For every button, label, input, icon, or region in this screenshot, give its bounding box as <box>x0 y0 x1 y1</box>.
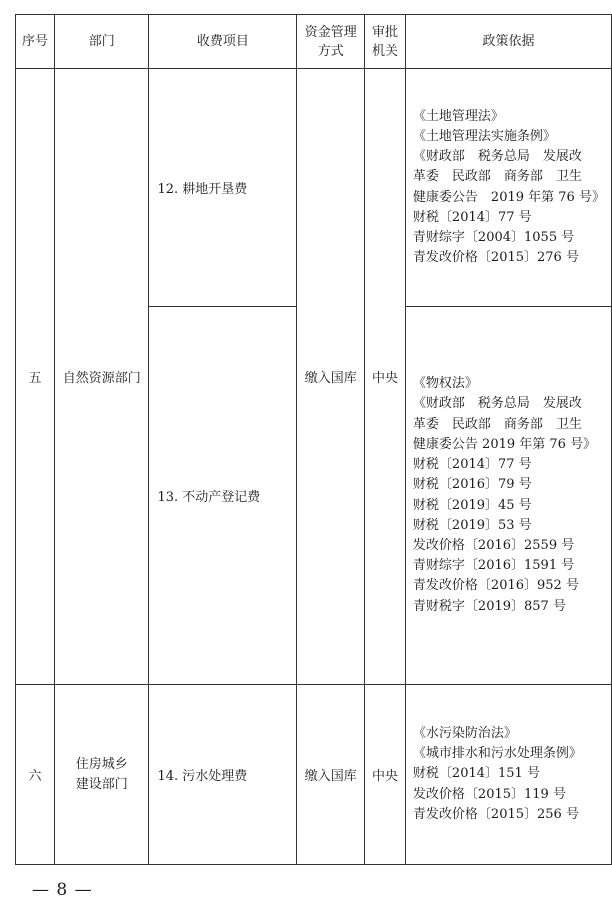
header-fund <box>297 15 365 69</box>
policy-line: 财税〔2014〕151 号 <box>412 766 540 782</box>
table-row <box>16 685 612 865</box>
header-item: 收费项目 <box>149 15 297 69</box>
policy-line: 发改价格〔2015〕119 号 <box>412 786 566 802</box>
header-fund-line2: 方式 <box>317 43 344 59</box>
policy-line: 《物权法》 <box>412 376 478 392</box>
policy-line: 青发改价格〔2015〕256 号 <box>412 806 579 822</box>
policy-line: 青财综字〔2004〕1055 号 <box>412 229 575 245</box>
item-cell: 13. 不动产登记费 <box>149 307 297 685</box>
dept-cell <box>54 685 149 865</box>
policy-line: 青财税字〔2019〕857 号 <box>412 598 566 614</box>
policy-line: 青发改价格〔2015〕276 号 <box>412 250 579 266</box>
policy-cell <box>405 69 611 307</box>
page-number: — 8 — <box>32 880 93 900</box>
policy-line: 《土地管理法》 <box>412 108 504 124</box>
policy-line: 健康委公告 2019 年第 76 号》 <box>412 189 605 205</box>
table-row <box>16 69 612 307</box>
policy-line: 《财政部 税务总局 发展改 <box>412 396 582 412</box>
approve-cell: 中央 <box>365 685 406 865</box>
header-approve-line1: 审批 <box>371 24 398 40</box>
policy-line: 财税〔2019〕45 号 <box>412 497 532 513</box>
item-cell: 12. 耕地开垦费 <box>149 69 297 307</box>
approve-cell: 中央 <box>365 69 406 685</box>
header-approve-line2: 机关 <box>371 43 398 59</box>
header-policy: 政策依据 <box>405 15 611 69</box>
policy-line: 财税〔2014〕77 号 <box>412 457 532 473</box>
policy-line: 财税〔2016〕79 号 <box>412 477 532 493</box>
fund-cell: 缴入国库 <box>297 69 365 685</box>
policy-cell <box>405 307 611 685</box>
header-seq: 序号 <box>16 15 55 69</box>
header-fund-line1: 资金管理 <box>304 24 357 40</box>
seq-cell: 六 <box>16 685 55 865</box>
policy-line: 财税〔2019〕53 号 <box>412 517 532 533</box>
policy-line: 《财政部 税务总局 发展改 <box>412 149 582 165</box>
policy-line: 青发改价格〔2016〕952 号 <box>412 578 579 594</box>
policy-line: 青财综字〔2016〕1591 号 <box>412 558 575 574</box>
dept-cell: 自然资源部门 <box>54 69 149 685</box>
policy-line: 《水污染防治法》 <box>412 725 517 741</box>
policy-cell <box>405 685 611 865</box>
dept-line: 住房城乡 <box>75 756 128 772</box>
header-row <box>16 15 612 69</box>
fee-table <box>15 14 612 865</box>
policy-line: 革委 民政部 商务部 卫生 <box>412 169 582 185</box>
dept-line: 建设部门 <box>75 776 128 792</box>
header-dept: 部门 <box>54 15 149 69</box>
policy-line: 发改价格〔2016〕2559 号 <box>412 537 575 553</box>
seq-cell: 五 <box>16 69 55 685</box>
policy-line: 革委 民政部 商务部 卫生 <box>412 416 582 432</box>
policy-line: 《城市排水和污水处理条例》 <box>412 746 582 762</box>
policy-line: 健康委公告 2019 年第 76 号》 <box>412 436 597 452</box>
fund-cell: 缴入国库 <box>297 685 365 865</box>
item-cell: 14. 污水处理费 <box>149 685 297 865</box>
policy-line: 财税〔2014〕77 号 <box>412 209 532 225</box>
header-approve <box>365 15 406 69</box>
policy-line: 《土地管理法实施条例》 <box>412 128 556 144</box>
